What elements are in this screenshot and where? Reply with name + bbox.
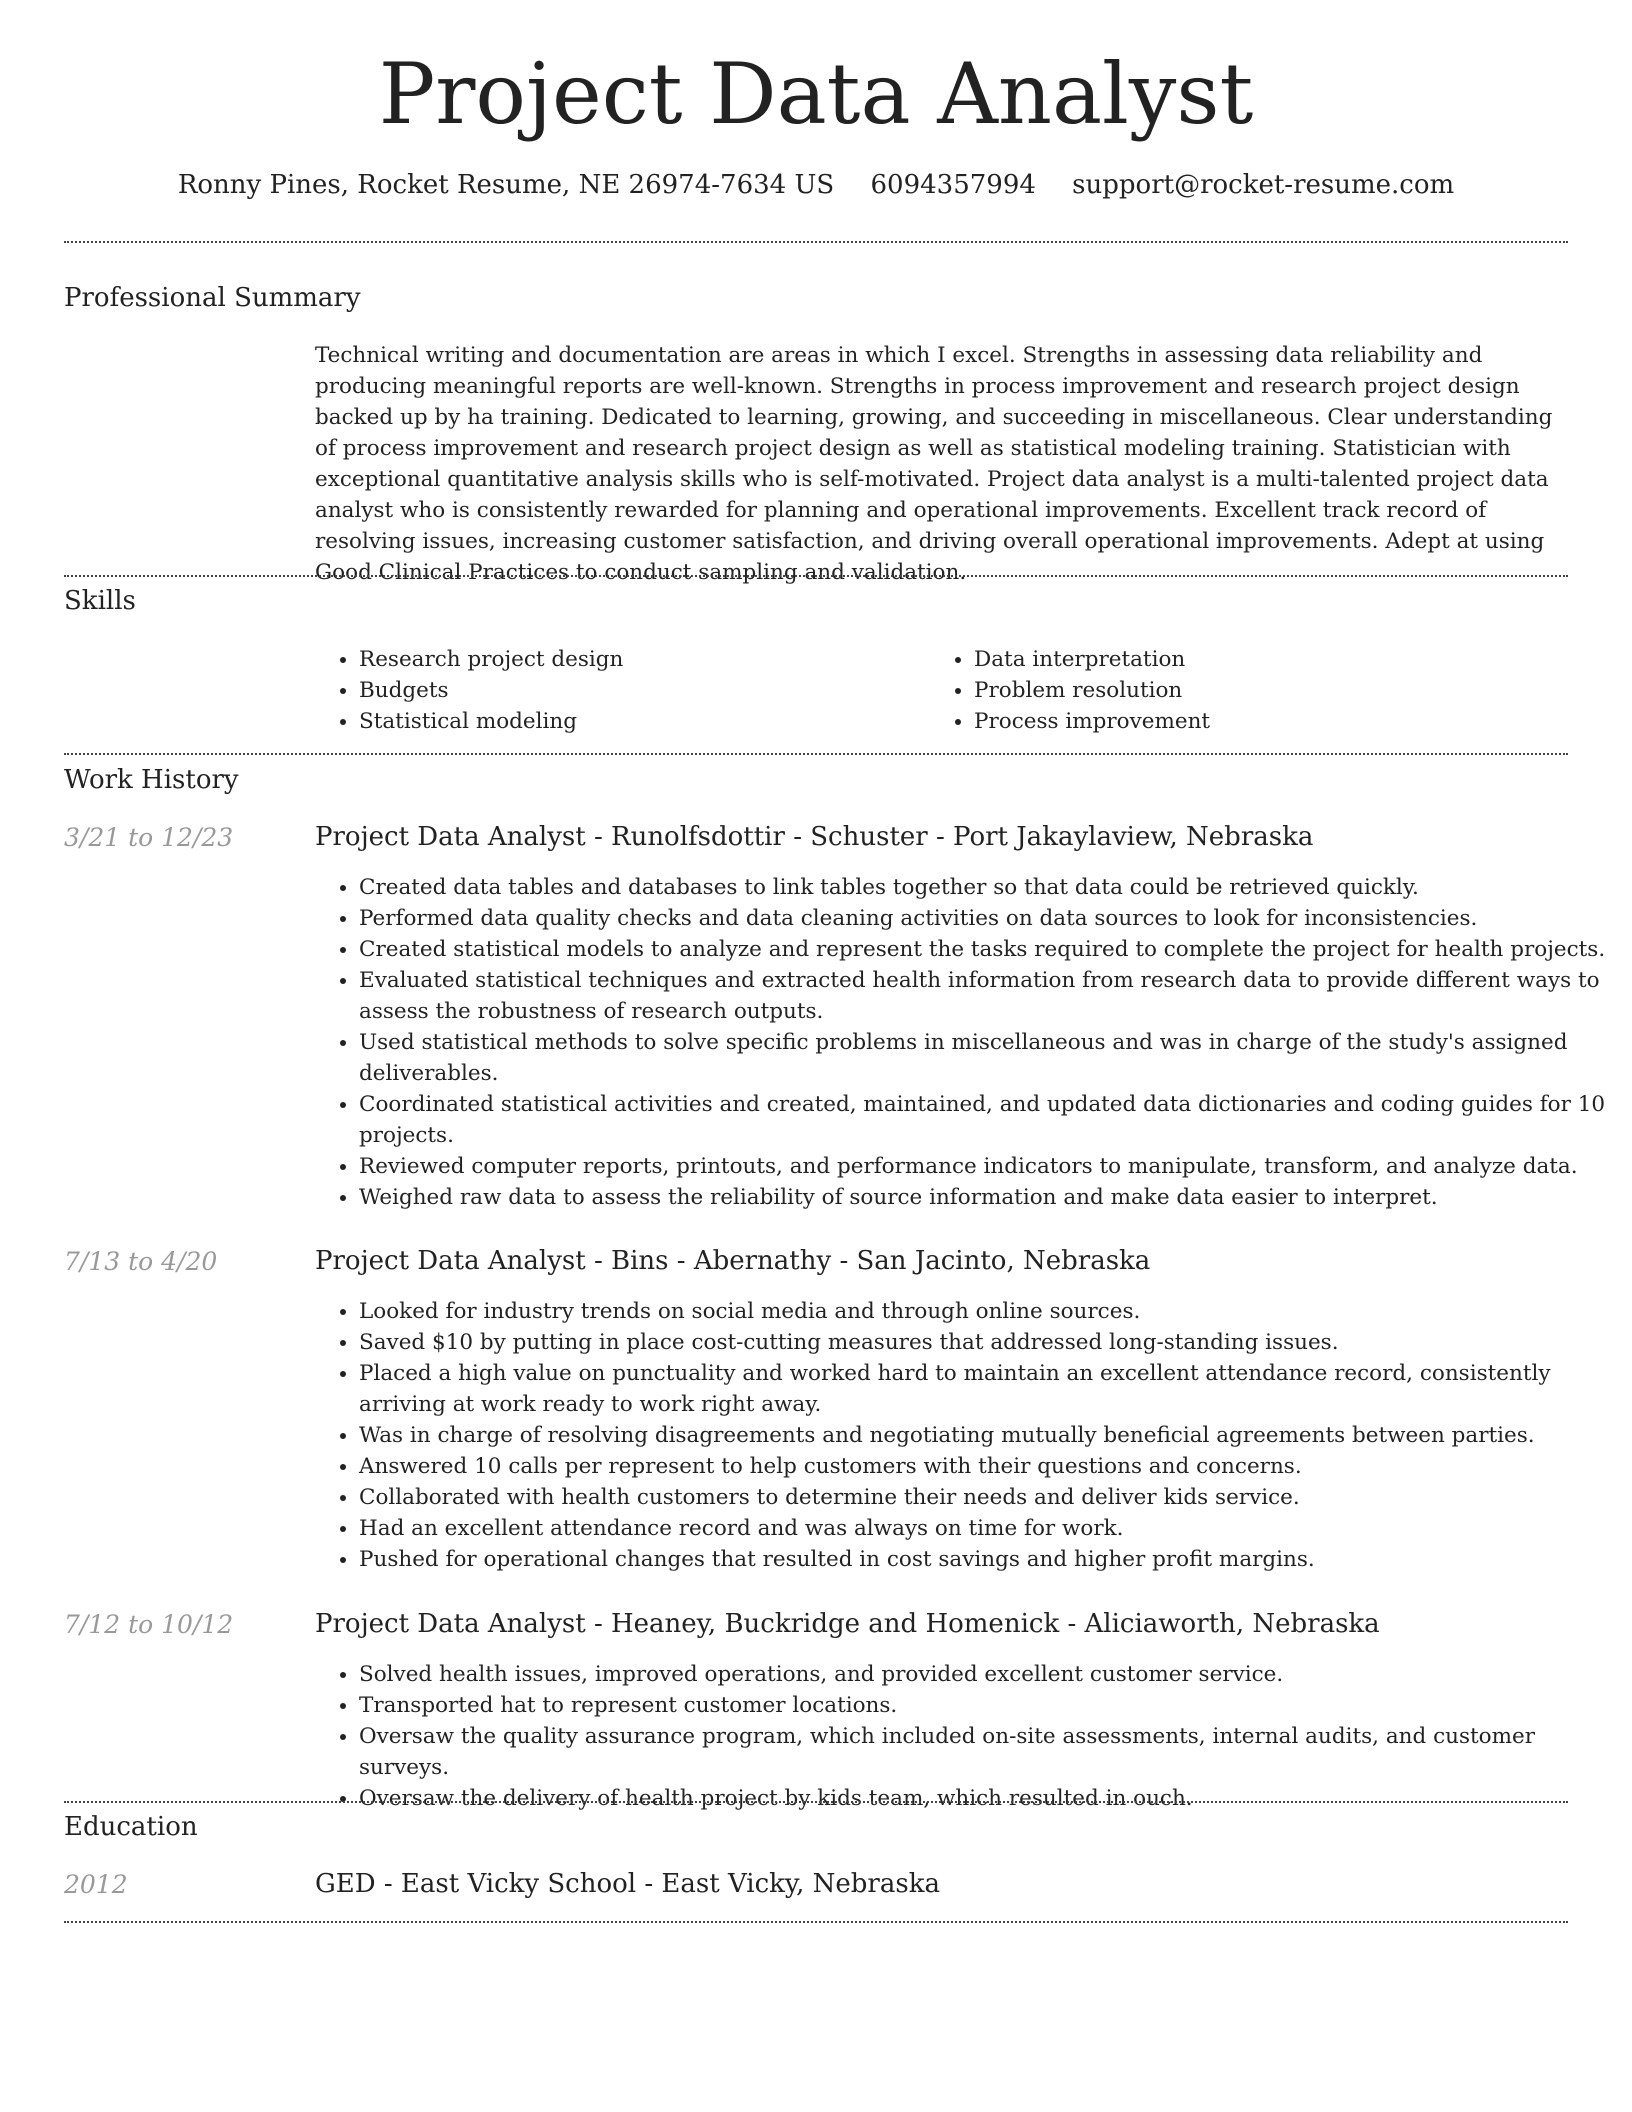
- divider: [64, 1801, 1568, 1803]
- job-dates: 3/21 to 12/23: [64, 823, 234, 852]
- job-bullet: • Solved health issues, improved operations, and provided excellent customer service.: [359, 1659, 1609, 1690]
- job-bullet: • Was in charge of resolving disagreements and negotiating mutually beneficial agreements between parties.: [359, 1420, 1609, 1451]
- job-bullet: • Had an excellent attendance record and was always on time for work.: [359, 1513, 1609, 1544]
- job-bullet: • Oversaw the quality assurance program, which included on-site assessments, internal audits, and customer surveys.: [359, 1721, 1609, 1783]
- summary-text: Technical writing and documentation are areas in which I excel. Strengths in assessing data reliability and producing meaningful reports are well-known. Strengths in process improvement and research project design backed up by ha training. Dedicated to learning, growing, and succeeding in miscellaneous. Clear understanding of process improvement and research project design as well as statistical modeling training. Statistician with exceptional quantitative analysis skills who is self-motivated. Project data analyst is a multi-talented project data analyst who is consistently rewarded for planning and operational improvements. Excellent track record of resolving issues, increasing customer satisfaction, and driving overall operational improvements. Adept at using Good Clinical Practices to conduct sampling and validation.: [315, 343, 1553, 585]
- job-bullet: • Pushed for operational changes that resulted in cost savings and higher profit margins.: [359, 1544, 1609, 1575]
- job-bullet: • Transported hat to represent customer locations.: [359, 1690, 1609, 1721]
- job-bullet: • Answered 10 calls per represent to help customers with their questions and concerns.: [359, 1451, 1609, 1482]
- job-bullet: • Created data tables and databases to link tables together so that data could be retrieved quickly.: [359, 872, 1609, 903]
- skills-list-right: [930, 644, 1210, 737]
- skill-item: • Problem resolution: [974, 675, 1210, 706]
- contact-phone: 6094357994: [870, 170, 1036, 200]
- job-bullet: • Oversaw the delivery of health project by kids team, which resulted in ouch.: [359, 1783, 1609, 1814]
- job-dates: 7/12 to 10/12: [64, 1610, 234, 1639]
- contact-address: Ronny Pines, Rocket Resume, NE 26974-7634 US: [177, 170, 835, 200]
- job-bullet: • Saved $10 by putting in place cost-cutting measures that addressed long-standing issues.: [359, 1327, 1609, 1358]
- education-heading: Education: [64, 1812, 198, 1842]
- job-bullet: • Coordinated statistical activities and created, maintained, and updated data dictionaries and coding guides for 10 projects.: [359, 1089, 1609, 1151]
- job-bullets: [315, 872, 1609, 1213]
- education-year: 2012: [64, 1870, 128, 1899]
- skill-item: • Statistical modeling: [359, 706, 623, 737]
- skill-item: • Budgets: [359, 675, 623, 706]
- job-bullets: [315, 1659, 1609, 1814]
- divider: [64, 753, 1568, 755]
- job-bullet: • Placed a high value on punctuality and worked hard to maintain an excellent attendance record, consistently arriving at work ready to work right away.: [359, 1358, 1609, 1420]
- summary-heading: Professional Summary: [64, 283, 361, 313]
- divider: [64, 241, 1568, 243]
- contact-line: [0, 170, 1632, 200]
- job-bullets: [315, 1296, 1609, 1575]
- job-bullet: • Looked for industry trends on social media and through online sources.: [359, 1296, 1609, 1327]
- divider: [64, 575, 1568, 577]
- education-title: GED - East Vicky School - East Vicky, Nebraska: [315, 1869, 940, 1899]
- job-title: Project Data Analyst - Heaney, Buckridge and Homenick - Aliciaworth, Nebraska: [315, 1609, 1380, 1639]
- skills-list-left: [315, 644, 623, 737]
- job-bullet: • Performed data quality checks and data cleaning activities on data sources to look for inconsistencies.: [359, 903, 1609, 934]
- contact-email: support@rocket-resume.com: [1072, 170, 1455, 200]
- job-bullet: • Reviewed computer reports, printouts, and performance indicators to manipulate, transform, and analyze data.: [359, 1151, 1609, 1182]
- skill-item: • Process improvement: [974, 706, 1210, 737]
- job-title: Project Data Analyst - Runolfsdottir - Schuster - Port Jakaylaview, Nebraska: [315, 822, 1314, 852]
- job-bullet: • Created statistical models to analyze and represent the tasks required to complete the project for health projects.: [359, 934, 1609, 965]
- skill-item: • Research project design: [359, 644, 623, 675]
- job-bullet: • Used statistical methods to solve specific problems in miscellaneous and was in charge of the study's assigned deliverables.: [359, 1027, 1609, 1089]
- job-bullet: • Evaluated statistical techniques and extracted health information from research data to provide different ways to assess the robustness of research outputs.: [359, 965, 1609, 1027]
- job-title: Project Data Analyst - Bins - Abernathy - San Jacinto, Nebraska: [315, 1246, 1151, 1276]
- skills-heading: Skills: [64, 586, 136, 616]
- job-dates: 7/13 to 4/20: [64, 1247, 218, 1276]
- job-bullet: • Weighed raw data to assess the reliability of source information and make data easier to interpret.: [359, 1182, 1609, 1213]
- divider: [64, 1921, 1568, 1923]
- resume-title: Project Data Analyst: [378, 45, 1254, 143]
- job-bullet: • Collaborated with health customers to determine their needs and deliver kids service.: [359, 1482, 1609, 1513]
- skill-item: • Data interpretation: [974, 644, 1210, 675]
- work-history-heading: Work History: [64, 765, 239, 795]
